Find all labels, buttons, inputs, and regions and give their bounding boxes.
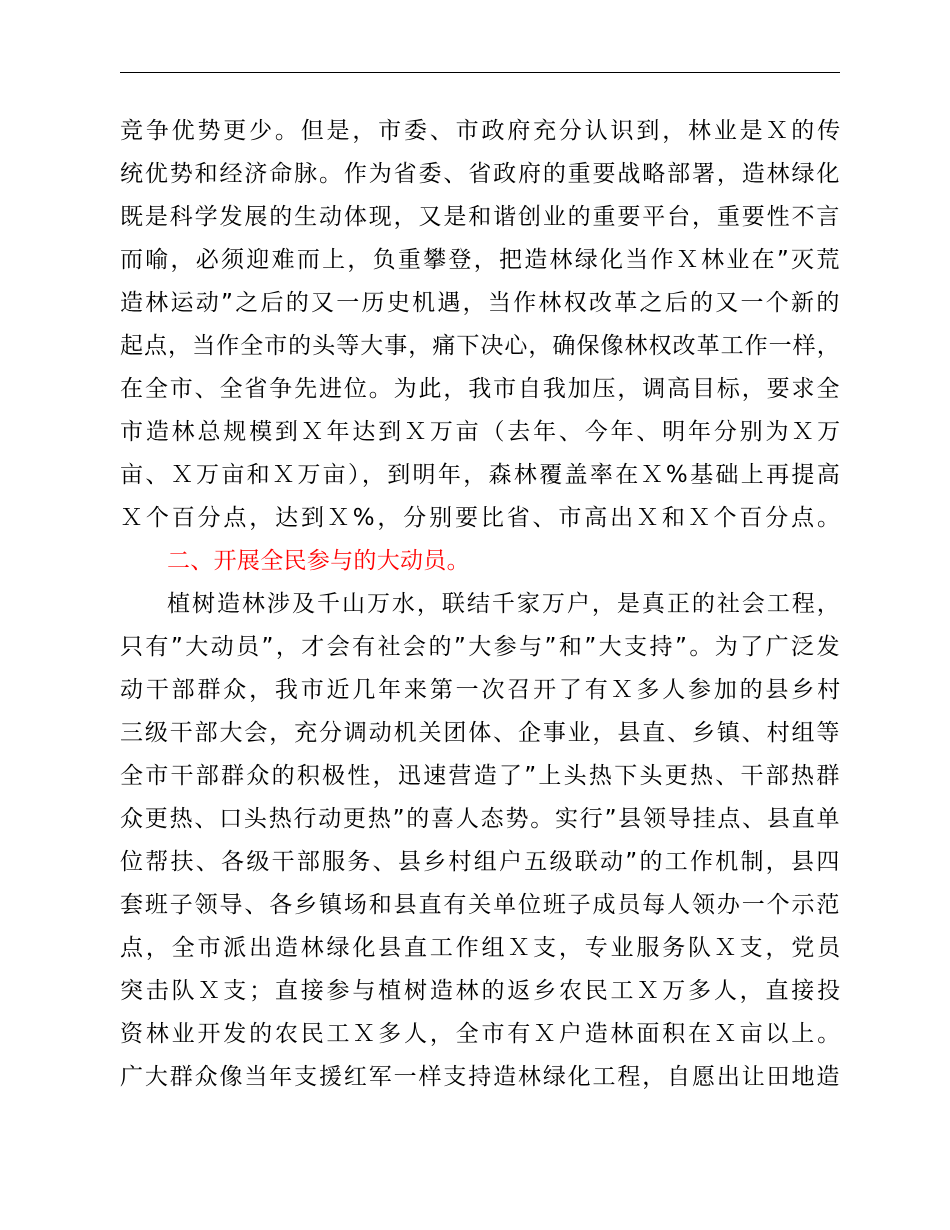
paragraph-line: 亩、Ｘ万亩和Ｘ万亩），到明年，森林覆盖率在Ｘ%基础上再提高 bbox=[120, 462, 843, 488]
paragraph-line: 广大群众像当年支援红军一样支持造林绿化工程，自愿出让田地造 bbox=[120, 1064, 842, 1090]
section-heading: 二、开展全民参与的大动员。 bbox=[167, 548, 470, 574]
paragraph-line: 统优势和经济命脉。作为省委、省政府的重要战略部署，造林绿化 bbox=[120, 161, 842, 187]
paragraph-line: 三级干部大会，充分调动机关团体、企事业，县直、乡镇、村组等 bbox=[120, 720, 842, 746]
paragraph-line: 起点，当作全市的头等大事，痛下决心，确保像林权改革工作一样， bbox=[120, 333, 841, 359]
paragraph-line: 点，全市派出造林绿化县直工作组Ｘ支，专业服务队Ｘ支，党员 bbox=[120, 935, 843, 961]
paragraph-line: 植树造林涉及千山万水，联结千家万户，是真正的社会工程， bbox=[167, 591, 842, 617]
paragraph-line: 既是科学发展的生动体现，又是和谐创业的重要平台，重要性不言 bbox=[120, 204, 842, 230]
paragraph-line: 位帮扶、各级干部服务、县乡村组户五级联动”的工作机制，县四 bbox=[120, 849, 842, 875]
paragraph-line: 全市干部群众的积极性，迅速营造了”上头热下头更热、干部热群 bbox=[120, 763, 842, 789]
paragraph-line: 市造林总规模到Ｘ年达到Ｘ万亩（去年、今年、明年分别为Ｘ万 bbox=[120, 419, 843, 445]
paragraph-line: 只有”大动员”，才会有社会的”大参与”和”大支持”。为了广泛发 bbox=[120, 634, 842, 660]
paragraph-line: 而喻，必须迎难而上，负重攀登，把造林绿化当作Ｘ林业在”灭荒 bbox=[120, 247, 842, 273]
paragraph-line: 动干部群众，我市近几年来第一次召开了有Ｘ多人参加的县乡村 bbox=[120, 677, 843, 703]
paragraph-line: 造林运动”之后的又一历史机遇，当作林权改革之后的又一个新的 bbox=[120, 290, 842, 316]
paragraph-line: 突击队Ｘ支；直接参与植树造林的返乡农民工Ｘ万多人，直接投 bbox=[120, 978, 843, 1004]
paragraph-line: 竞争优势更少。但是，市委、市政府充分认识到，林业是Ｘ的传 bbox=[120, 118, 843, 144]
paragraph-line: 资林业开发的农民工Ｘ多人，全市有Ｘ户造林面积在Ｘ亩以上。 bbox=[120, 1021, 843, 1047]
paragraph-line: Ｘ个百分点，达到Ｘ%，分别要比省、市高出Ｘ和Ｘ个百分点。 bbox=[120, 505, 843, 531]
paragraph-line: 套班子领导、各乡镇场和县直有关单位班子成员每人领办一个示范 bbox=[120, 892, 842, 918]
header-rule bbox=[120, 72, 840, 73]
paragraph-line: 在全市、全省争先进位。为此，我市自我加压，调高目标，要求全 bbox=[120, 376, 842, 402]
paragraph-line: 众更热、口头热行动更热”的喜人态势。实行”县领导挂点、县直单 bbox=[120, 806, 842, 832]
